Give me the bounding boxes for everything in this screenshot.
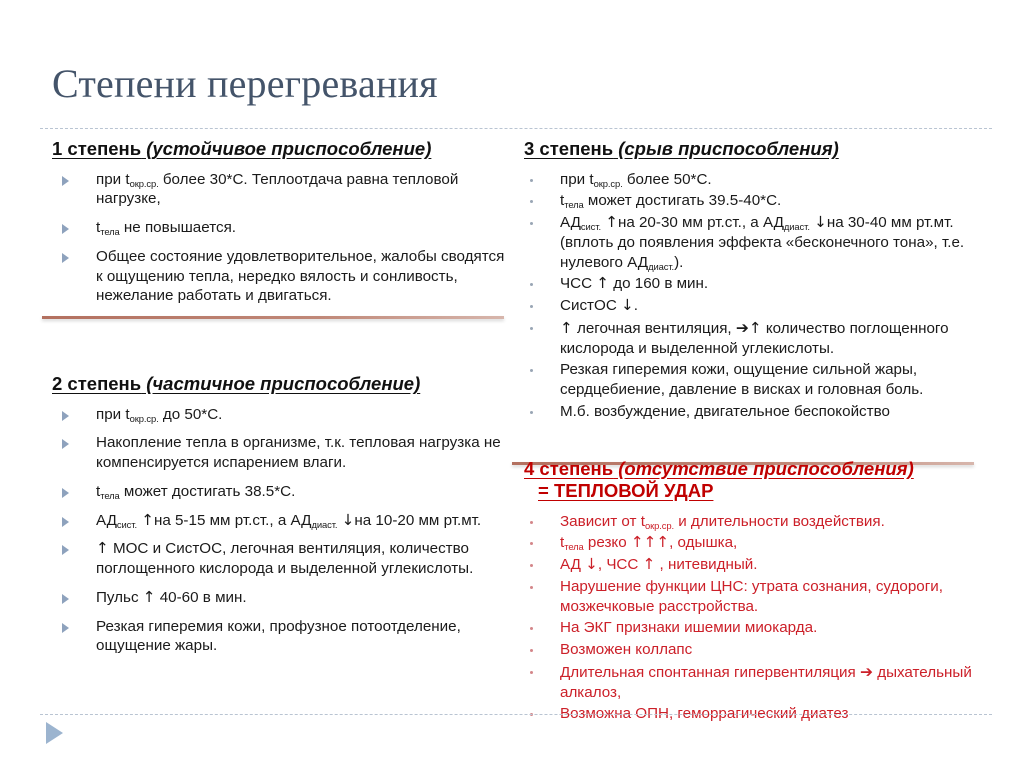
heading-paren-text: (срыв приспособления)	[613, 138, 839, 159]
bullet-list-degree-3	[524, 170, 986, 422]
list-item: Пульс ↑ 40-60 в мин.	[52, 588, 512, 608]
bullet-list-degree-1	[52, 170, 512, 307]
page-title: Степени перегревания	[52, 61, 438, 106]
list-item: Общее состояние удовлетворительное, жалобы сводятся к ощущению тепла, нередко вялость и сонливость, нежелание работать и двигаться.	[52, 247, 512, 306]
section-degree-1	[52, 138, 512, 306]
section-heading-degree-3	[524, 138, 986, 161]
list-item: $АД_{сист.}$ ↑на 20-30 мм рт.ст., а $АД_{диаст.}$ ↓на 30-40 мм рт.мт. (вплоть до появления эффекта «бесконечного тона», т.е. нулевого $АД_{диаст.}$).	[524, 213, 986, 272]
list-item: АД ↓, ЧСС ↑ , нитевидный.	[524, 555, 986, 575]
right-column	[524, 138, 986, 726]
list-item: $t_{тела}$ может достигать 38.5*С.	[52, 482, 512, 502]
section-degree-4	[524, 458, 986, 725]
section-heading-degree-2	[52, 373, 512, 396]
section-degree-2	[52, 373, 512, 656]
list-item: Резкая гиперемия кожи, ощущение сильной жары, сердцебиение, давление в висках и головная боль.	[524, 360, 986, 400]
bullet-list-degree-2	[52, 405, 512, 657]
list-item: $t_{тела}$ может достигать 39.5-40*С.	[524, 191, 986, 211]
list-item: Возможен коллапс	[524, 640, 986, 660]
list-item: М.б. возбуждение, двигательное беспокойство	[524, 402, 986, 422]
bullet-list-degree-4	[524, 512, 986, 725]
list-item: Длительная спонтанная гипервентиляция ➔ дыхательный алкалоз,	[524, 662, 986, 703]
list-item: Резкая гиперемия кожи, профузное потоотделение, ощущение жары.	[52, 617, 512, 657]
section-degree-3	[524, 138, 986, 422]
heading-paren-text: (частичное приспособление)	[141, 373, 421, 395]
heading-main-text: 3 степень	[524, 138, 614, 159]
heading-paren-text: (отсутствие приспособления)	[613, 457, 914, 479]
section-heading-degree-1	[52, 138, 512, 161]
heading-second-line: = ТЕПЛОВОЙ УДАР	[538, 480, 714, 502]
list-item: Зависит от $t_{окр.ср.}$ и длительности воздействия.	[524, 512, 986, 532]
list-item: при $t_{окр.ср.}$ более 50*С.	[524, 170, 986, 190]
left-column	[52, 138, 512, 665]
list-item: ЧСС ↑ до 160 в мин.	[524, 274, 986, 294]
heading-paren-text: (устойчивое приспособление)	[141, 138, 432, 159]
heading-main-text: 4 степень	[524, 457, 614, 479]
list-item: ↑ легочная вентиляция, ➔↑ количество поглощенного кислорода и выделенной углекислоты.	[524, 318, 986, 359]
list-item: На ЭКГ признаки ишемии миокарда.	[524, 618, 986, 638]
heading-main-text: 2 степень	[52, 373, 142, 395]
list-item: при $t_{окр.ср.}$ до 50*С.	[52, 405, 512, 425]
right-column-gap	[524, 424, 986, 458]
title-divider	[40, 128, 992, 129]
next-slide-button[interactable]	[46, 722, 63, 744]
list-item: Возможна ОПН, геморрагический диатез	[524, 704, 986, 724]
list-item: $t_{тела}$ резко ↑↑↑, одышка,	[524, 533, 986, 553]
list-item: Нарушение функции ЦНС: утрата сознания, судороги, мозжечковые расстройства.	[524, 577, 986, 617]
left-column-gap	[52, 315, 512, 373]
list-item: Накопление тепла в организме, т.к. тепловая нагрузка не компенсируется испарением влаги.	[52, 433, 512, 473]
bottom-divider	[40, 714, 992, 715]
section-heading-degree-4	[524, 458, 986, 503]
heading-main-text: 1 степень	[52, 138, 142, 159]
list-item: ↑ МОС и СистОС, легочная вентиляция, количество поглощенного кислорода и выделенной углекислоты.	[52, 539, 512, 579]
list-item: СистОС ↓.	[524, 296, 986, 316]
list-item: $АД_{сист.}$ ↑на 5-15 мм рт.ст., а $АД_{диаст.}$ ↓на 10-20 мм рт.мт.	[52, 511, 512, 531]
list-item: $t_{тела}$ не повышается.	[52, 218, 512, 238]
list-item: при $t_{окр.ср.}$ более 30*С. Теплоотдача равна тепловой нагрузке,	[52, 170, 512, 210]
